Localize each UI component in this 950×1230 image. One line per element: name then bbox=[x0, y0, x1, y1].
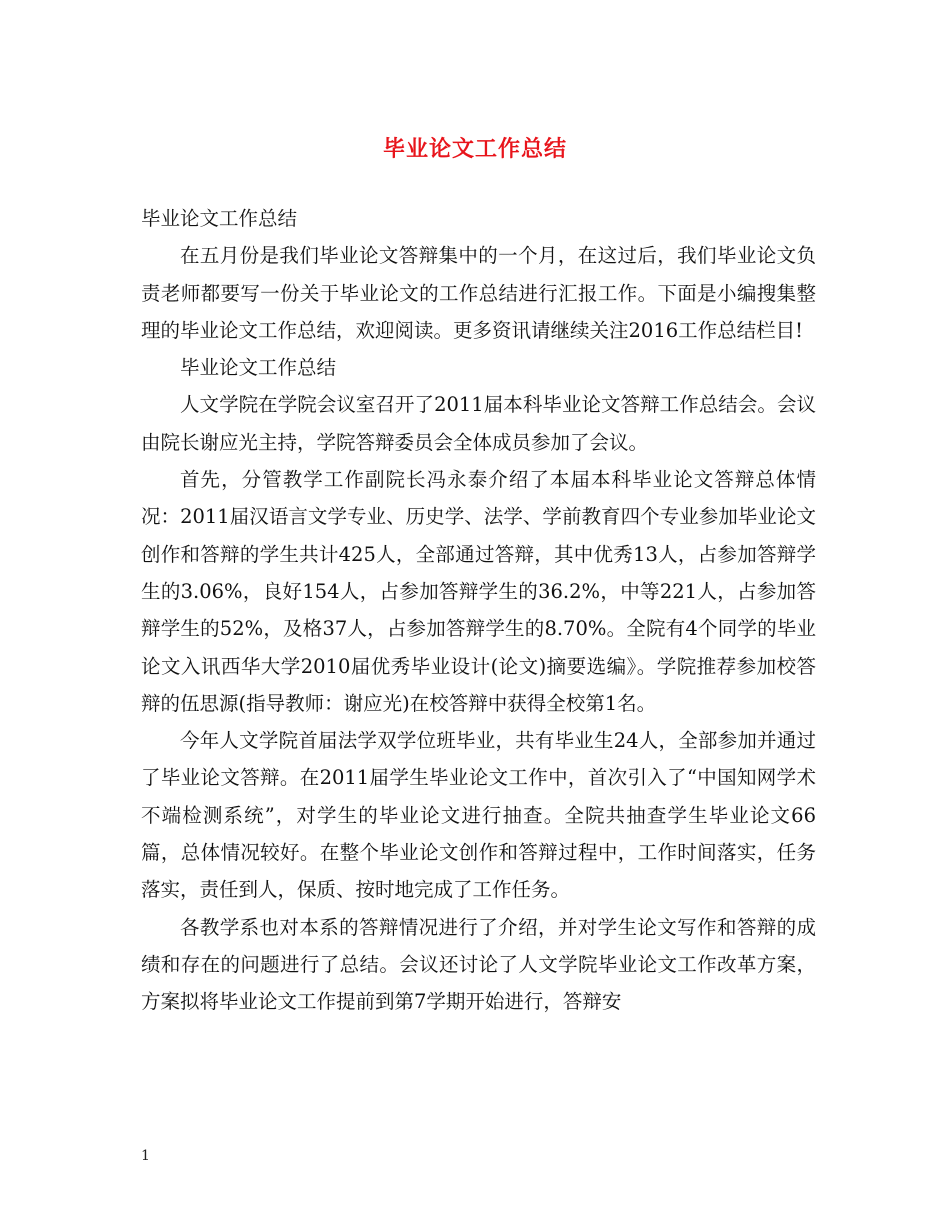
paragraph-intro: 在五月份是我们毕业论文答辩集中的一个月，在这过后，我们毕业论文负责老师都要写一份关于毕业论文的工作总结进行汇报工作。下面是小编搜集整理的毕业论文工作总结，欢迎阅读。更多资讯请继续关注2016工作总结栏目! bbox=[141, 244, 816, 342]
document-subtitle: 毕业论文工作总结 bbox=[141, 207, 298, 230]
paragraph-heading: 毕业论文工作总结 bbox=[180, 356, 337, 380]
paragraph-statistics: 首先，分管教学工作副院长冯永泰介绍了本届本科毕业论文答辩总体情况：2011届汉语言文学专业、历史学、法学、学前教育四个专业参加毕业论文创作和答辩的学生共计425人，全部通过答辩，其中优秀13人，占参加答辩学生的3.06%，良好154人，占参加答辩学生的36.2%，中等221人，占参加答辩学生的52%，及格37人，占参加答辩学生的8.70%。全院有4个同学的毕业论文入讯西华大学2010届优秀毕业设计(论文)摘要选编》。学院推荐参加校答辩的伍思源(指导教师：谢应光)在校答辩中获得全校第1名。 bbox=[141, 468, 816, 715]
document-body bbox=[141, 200, 816, 1021]
page-number: 1 bbox=[141, 1148, 150, 1164]
paragraph-law-program: 今年人文学院首届法学双学位班毕业，共有毕业生24人，全部参加并通过了毕业论文答辩。在2011届学生毕业论文工作中，首次引入了“中国知网学术不端检测系统”，对学生的毕业论文进行抽查。全院共抽查学生毕业论文66篇，总体情况较好。在整个毕业论文创作和答辩过程中，工作时间落实，任务落实，责任到人，保质、按时地完成了工作任务。 bbox=[141, 729, 816, 902]
paragraph-departments: 各教学系也对本系的答辩情况进行了介绍，并对学生论文写作和答辩的成绩和存在的问题进行了总结。会议还讨论了人文学院毕业论文工作改革方案，方案拟将毕业论文工作提前到第7学期开始进行，答辩安 bbox=[141, 915, 816, 1014]
paragraph-meeting: 人文学院在学院会议室召开了2011届本科毕业论文答辩工作总结会。会议由院长谢应光主持，学院答辩委员会全体成员参加了会议。 bbox=[141, 393, 816, 454]
document-title: 毕业论文工作总结 bbox=[382, 136, 567, 162]
